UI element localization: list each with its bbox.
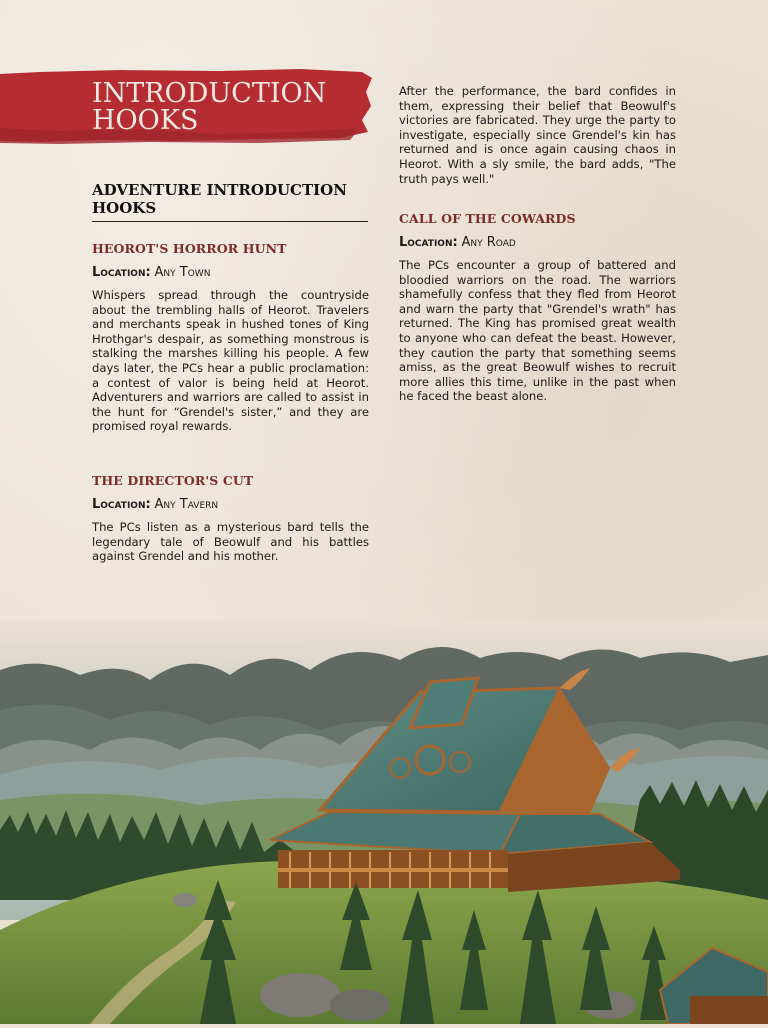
- location-value: Any Road: [461, 235, 516, 250]
- section-heading-line-1: ADVENTURE INTRODUCTION: [92, 181, 347, 199]
- location-label: Location:: [399, 235, 458, 250]
- location-value: Any Town: [154, 265, 211, 280]
- hook-body-directors-cut-continued: After the performance, the bard confides in them, expressing their belief that Beowulf's victories are fabricated. They urge the party to investigate, especially since Grendel's kin has returned and is once again causing chaos in Heorot. With a sly smile, the bard adds, "The truth pays well.": [399, 84, 676, 186]
- hook-location-directors-cut: [92, 497, 218, 512]
- hook-title-heorot: HEOROT'S HORROR HUNT: [92, 241, 287, 256]
- mead-hall-illustration: [0, 600, 768, 1024]
- hook-title-directors-cut: THE DIRECTOR'S CUT: [92, 473, 254, 488]
- section-heading-line-2: HOOKS: [92, 199, 157, 217]
- hook-location-cowards: [399, 235, 516, 250]
- section-heading: [92, 181, 368, 217]
- location-label: Location:: [92, 265, 151, 280]
- heading-divider: [92, 221, 368, 222]
- page-title-line-1: INTRODUCTION: [92, 78, 327, 109]
- location-value: Any Tavern: [154, 497, 219, 512]
- hook-location-heorot: [92, 265, 210, 280]
- location-label: Location:: [92, 497, 151, 512]
- page-title: [92, 80, 372, 134]
- hook-title-cowards: CALL OF THE COWARDS: [399, 211, 576, 226]
- page-title-line-2: HOOKS: [92, 105, 199, 136]
- hook-body-cowards: The PCs encounter a group of battered and bloodied warriors on the road. The warriors shamefully confess that they fled from Heorot and warn the party that "Grendel's wrath" has returned. The King has promised great wealth to anyone who can defeat the beast. However, they caution the party that something seems amiss, as the great Beowulf wishes to recruit more allies this time, unlike in the past when he faced the beast alone.: [399, 258, 676, 404]
- hook-body-directors-cut: The PCs listen as a mysterious bard tells the legendary tale of Beowulf and his battles against Grendel and his mother.: [92, 520, 369, 564]
- landscape-art: [0, 600, 768, 1024]
- hook-body-heorot: Whispers spread through the countryside about the trembling halls of Heorot. Travelers and merchants speak in hushed tones of King Hrothgar's despair, as something monstrous is stalking the marshes killing his people. A few days later, the PCs hear a public proclamation: a contest of valor is being held at Heorot. Adventurers and warriors are called to assist in the hunt for “Grendel's sister,” and they are promised royal rewards.: [92, 288, 369, 434]
